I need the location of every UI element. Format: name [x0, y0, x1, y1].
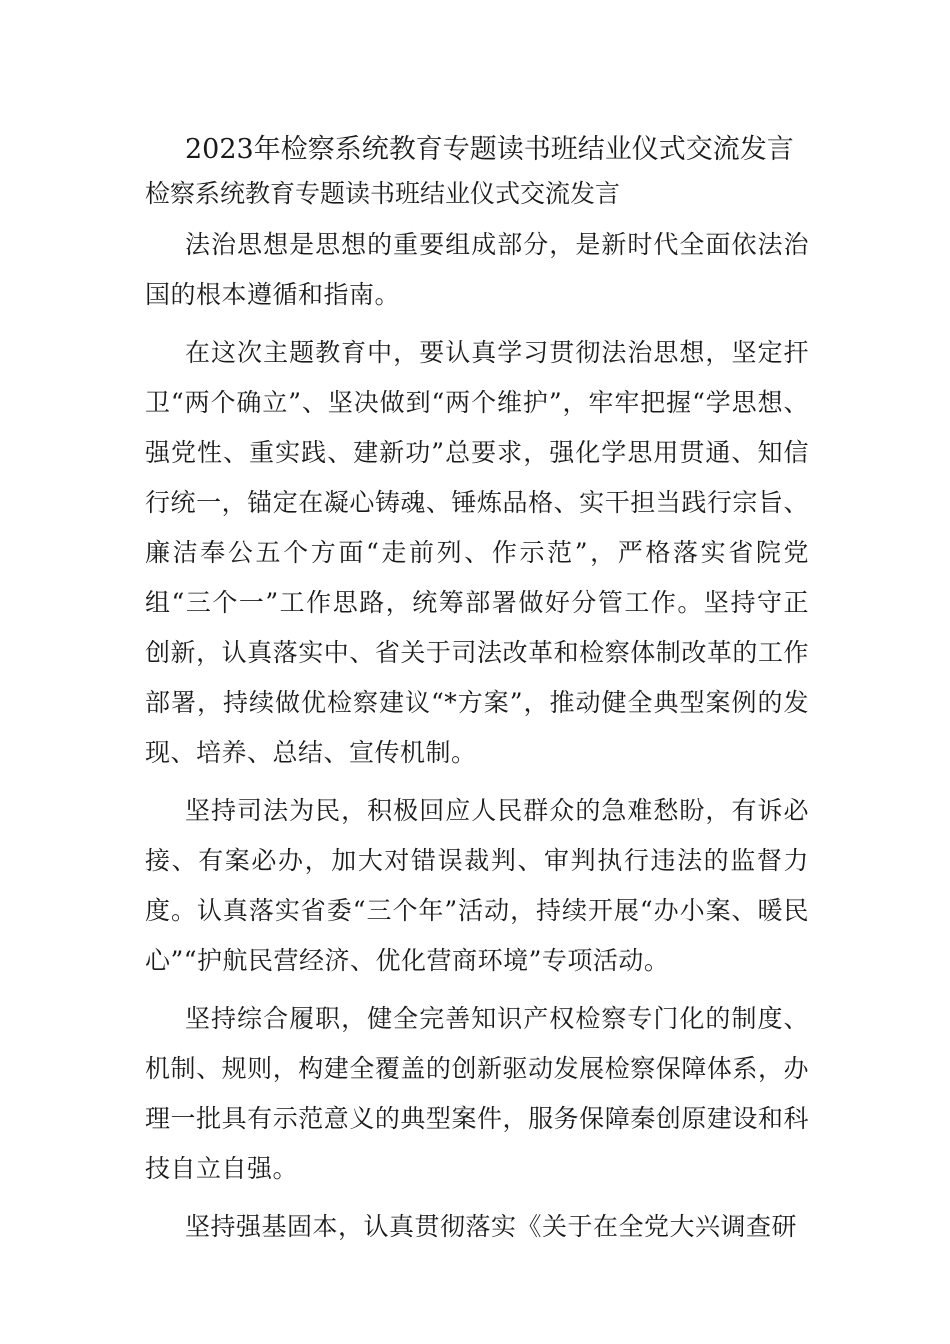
document-title: 2023年检察系统教育专题读书班结业仪式交流发言 — [185, 134, 794, 165]
document-subtitle: 检察系统教育专题读书班结业仪式交流发言 — [145, 179, 621, 208]
paragraph-2: 在这次主题教育中，要认真学习贯彻法治思想，坚定扞卫“两个确立”、坚决做到“两个维护”，牢牢把握“学思想、强党性、重实践、建新功”总要求，强化学思用贯通、知信行统一，锚定在凝心铸魂、锤炼品格、实干担当践行宗旨、廉洁奉公五个方面“走前列、作示范”，严格落实省院党组“三个一”工作思路，统筹部署做好分管工作。坚持守正创新，认真落实中、省关于司法改革和检察体制改革的工作部署，持续做优检察建议“*方案”，推动健全典型案例的发现、培养、总结、宣传机制。 — [145, 338, 809, 767]
paragraph-5: 坚持强基固本，认真贯彻落实《关于在全党大兴调查研 — [185, 1212, 798, 1241]
document-page — [145, 128, 809, 1260]
paragraph-3: 坚持司法为民，积极回应人民群众的急难愁盼，有诉必接、有案必办，加大对错误裁判、审判执行违法的监督力度。认真落实省委“三个年”活动，持续开展“办小案、暖民心”“护航民营经济、优化营商环境”专项活动。 — [145, 796, 809, 975]
paragraph-1: 法治思想是思想的重要组成部分，是新时代全面依法治国的根本遵循和指南。 — [145, 230, 809, 309]
paragraph-4: 坚持综合履职，健全完善知识产权检察专门化的制度、机制、规则，构建全覆盖的创新驱动发展检察保障体系，办理一批具有示范意义的典型案件，服务保障秦创原建设和科技自立自强。 — [145, 1004, 809, 1183]
